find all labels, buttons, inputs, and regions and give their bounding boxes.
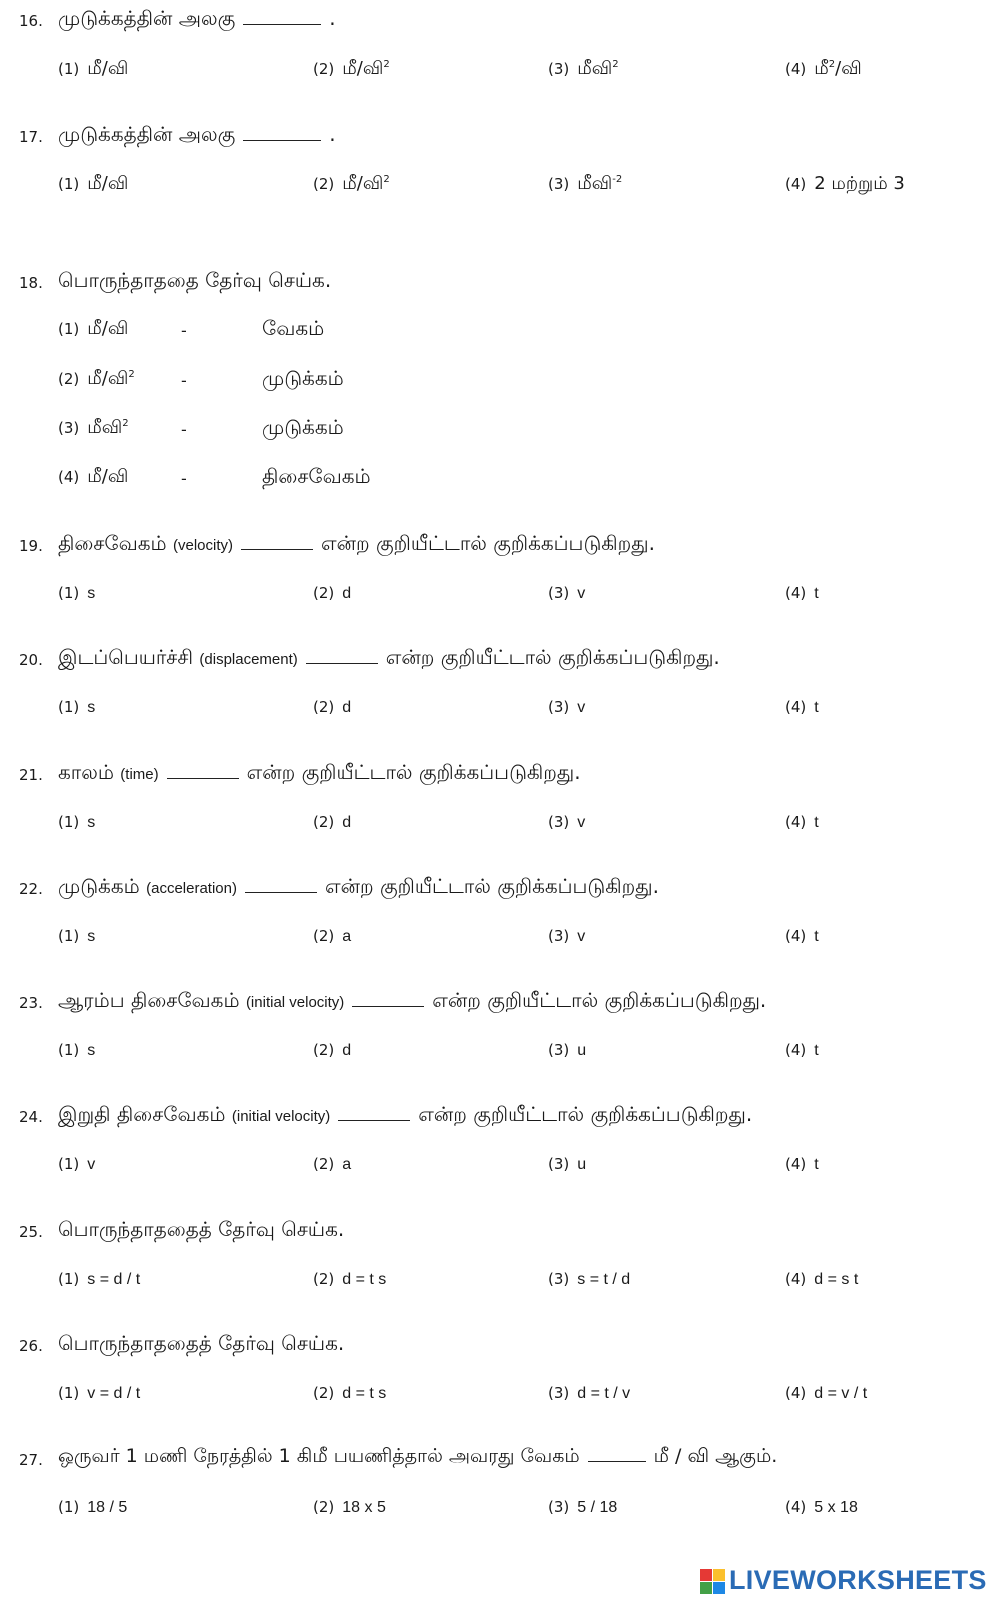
- liveworksheets-logo-icon: [700, 1569, 726, 1595]
- question-number: 21.: [19, 766, 43, 784]
- question-number: 22.: [19, 880, 43, 898]
- question-text: பொருந்தாததை தேர்வு செய்க.: [58, 268, 332, 292]
- option-2[interactable]: (2) a: [313, 1155, 352, 1173]
- option-4[interactable]: (4) t: [785, 584, 819, 602]
- option-1[interactable]: (1) s: [58, 584, 96, 602]
- match-right: முடுக்கம்: [262, 415, 344, 439]
- option-3[interactable]: (3) மீவி$^2$: [548, 58, 619, 79]
- question-text: பொருந்தாததைத் தேர்வு செய்க.: [58, 1217, 345, 1241]
- match-dash: -: [181, 420, 187, 439]
- match-left: (4) மீ/வி: [58, 466, 129, 487]
- option-3[interactable]: (3) v: [548, 584, 586, 602]
- option-4[interactable]: (4) d = v / t: [785, 1384, 868, 1402]
- option-1[interactable]: (1) s: [58, 813, 96, 831]
- match-dash: -: [181, 371, 187, 390]
- option-2[interactable]: (2) மீ/வி$^2$: [313, 58, 390, 79]
- option-1[interactable]: (1) v: [58, 1155, 96, 1173]
- match-dash: -: [181, 321, 187, 340]
- option-1[interactable]: (1) மீ/வி: [58, 58, 129, 79]
- option-1[interactable]: (1) s: [58, 1041, 96, 1059]
- option-1[interactable]: (1) 18 / 5: [58, 1498, 128, 1516]
- option-3[interactable]: (3) u: [548, 1041, 587, 1059]
- question-number: 25.: [19, 1223, 43, 1241]
- question-text: ஆரம்ப திசைவேகம் (initial velocity) என்ற குறியீட்டால் குறிக்கப்படுகிறது.: [58, 988, 767, 1012]
- option-2[interactable]: (2) a: [313, 927, 352, 945]
- option-4[interactable]: (4) t: [785, 927, 819, 945]
- question-text: ஒருவர் 1 மணி நேரத்தில் 1 கிமீ பயணித்தால் அவரது வேகம் மீ / வி ஆகும்.: [58, 1445, 778, 1467]
- option-4[interactable]: (4) t: [785, 813, 819, 831]
- option-4[interactable]: (4) மீ$^2$/வி: [785, 58, 862, 79]
- option-3[interactable]: (3) d = t / v: [548, 1384, 631, 1402]
- question-text: முடுக்கத்தின் அலகு .: [58, 122, 336, 146]
- question-text: பொருந்தாததைத் தேர்வு செய்க.: [58, 1331, 345, 1355]
- option-4[interactable]: (4) 5 x 18: [785, 1498, 858, 1516]
- question-text: திசைவேகம் (velocity) என்ற குறியீட்டால் குறிக்கப்படுகிறது.: [58, 531, 655, 555]
- match-right: திசைவேகம்: [262, 464, 371, 488]
- option-1[interactable]: (1) s = d / t: [58, 1270, 141, 1288]
- option-2[interactable]: (2) d: [313, 698, 352, 716]
- option-3[interactable]: (3) v: [548, 927, 586, 945]
- option-4[interactable]: (4) d = s t: [785, 1270, 859, 1288]
- option-2[interactable]: (2) d = t s: [313, 1384, 387, 1402]
- option-4[interactable]: (4) 2 மற்றும் 3: [785, 173, 905, 194]
- question-number: 24.: [19, 1108, 43, 1126]
- match-right: முடுக்கம்: [262, 366, 344, 390]
- option-3[interactable]: (3) s = t / d: [548, 1270, 631, 1288]
- option-2[interactable]: (2) 18 x 5: [313, 1498, 386, 1516]
- option-1[interactable]: (1) v = d / t: [58, 1384, 141, 1402]
- question-number: 23.: [19, 994, 43, 1012]
- option-3[interactable]: (3) v: [548, 813, 586, 831]
- question-number: 20.: [19, 651, 43, 669]
- option-2[interactable]: (2) d: [313, 1041, 352, 1059]
- question-number: 18.: [19, 274, 43, 292]
- match-dash: -: [181, 469, 187, 488]
- liveworksheets-logo[interactable]: [700, 1565, 987, 1596]
- question-text: இடப்பெயர்ச்சி (displacement) என்ற குறியீட்டால் குறிக்கப்படுகிறது.: [58, 645, 720, 669]
- question-number: 27.: [19, 1451, 43, 1469]
- option-1[interactable]: (1) s: [58, 927, 96, 945]
- match-left: (2) மீ/வி$^2$: [58, 368, 135, 389]
- option-1[interactable]: (1) மீ/வி: [58, 173, 129, 194]
- question-text: காலம் (time) என்ற குறியீட்டால் குறிக்கப்படுகிறது.: [58, 760, 581, 784]
- option-3[interactable]: (3) மீவி$^{-2}$: [548, 173, 623, 194]
- option-2[interactable]: (2) d: [313, 584, 352, 602]
- match-left: (3) மீவி$^2$: [58, 417, 129, 438]
- question-number: 16.: [19, 12, 43, 30]
- logo-text: LIVEWORKSHEETS: [729, 1565, 987, 1595]
- option-3[interactable]: (3) v: [548, 698, 586, 716]
- question-number: 17.: [19, 128, 43, 146]
- question-number: 19.: [19, 537, 43, 555]
- question-number: 26.: [19, 1337, 43, 1355]
- option-2[interactable]: (2) மீ/வி$^2$: [313, 173, 390, 194]
- match-right: வேகம்: [262, 316, 325, 340]
- option-4[interactable]: (4) t: [785, 1041, 819, 1059]
- question-text: இறுதி திசைவேகம் (initial velocity) என்ற குறியீட்டால் குறிக்கப்படுகிறது.: [58, 1102, 753, 1126]
- option-3[interactable]: (3) 5 / 18: [548, 1498, 618, 1516]
- option-1[interactable]: (1) s: [58, 698, 96, 716]
- question-text: முடுக்கத்தின் அலகு .: [58, 6, 336, 30]
- option-2[interactable]: (2) d: [313, 813, 352, 831]
- option-4[interactable]: (4) t: [785, 698, 819, 716]
- option-3[interactable]: (3) u: [548, 1155, 587, 1173]
- question-text: முடுக்கம் (acceleration) என்ற குறியீட்டால் குறிக்கப்படுகிறது.: [58, 874, 659, 898]
- option-2[interactable]: (2) d = t s: [313, 1270, 387, 1288]
- option-4[interactable]: (4) t: [785, 1155, 819, 1173]
- match-left: (1) மீ/வி: [58, 318, 129, 339]
